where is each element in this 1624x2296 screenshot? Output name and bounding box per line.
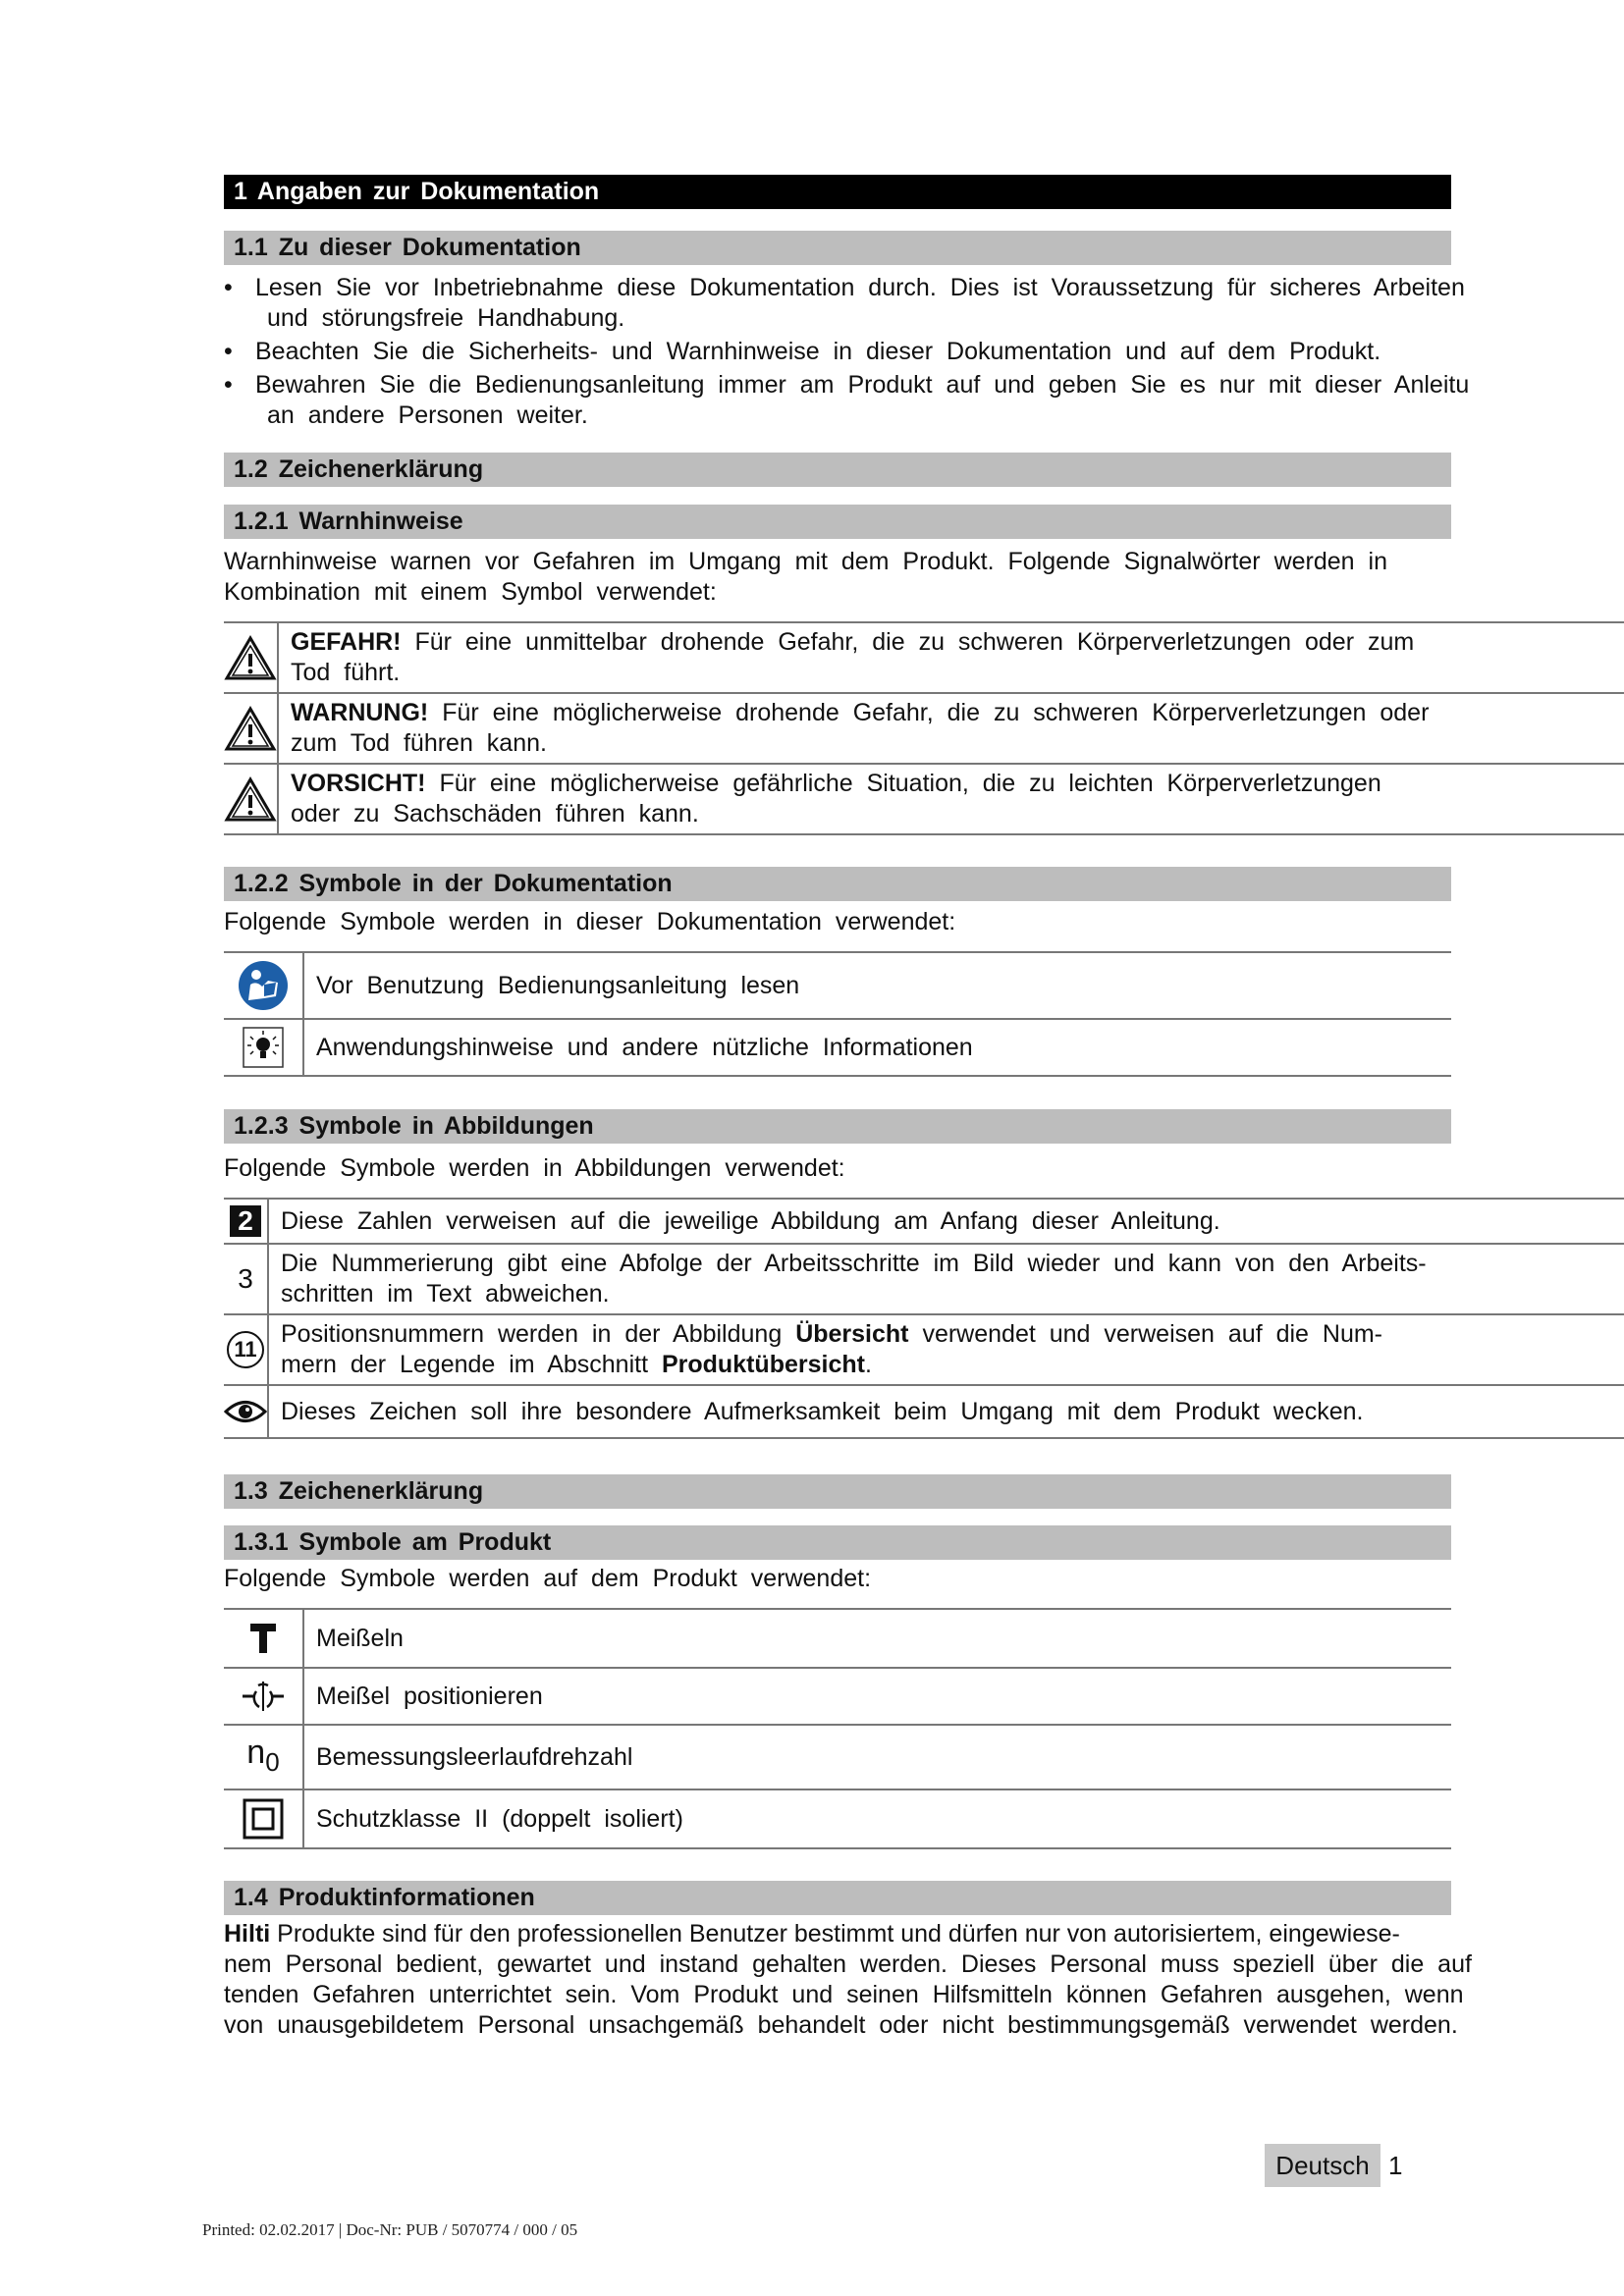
section-heading-1-3-1: 1.3.1 Symbole am Produkt — [224, 1525, 1451, 1560]
eye-icon — [224, 1385, 268, 1438]
warning-text — [278, 693, 1624, 764]
text-line: Warnhinweise warnen vor Gefahren im Umgang mit dem Produkt. Folgende Signalwörter werden in — [224, 548, 1387, 575]
table-row — [224, 1725, 1451, 1789]
section-heading-1: 1 Angaben zur Dokumentation — [224, 175, 1451, 209]
table-row — [224, 1244, 1624, 1314]
brand-name: Hilti — [224, 1920, 271, 1948]
bold-term: Produktübersicht — [661, 1351, 865, 1378]
symbol-description: Bemessungsleerlaufdrehzahl — [303, 1725, 1451, 1789]
product-symbols-table — [224, 1608, 1451, 1849]
text-line: zum Tod führen kann. — [291, 729, 547, 757]
figure-number-icon — [224, 1199, 268, 1244]
text-line: Die Nummerierung gibt eine Abfolge der Arbeitsschritte im Bild wieder und kann von den Arbeits- — [281, 1250, 1427, 1277]
position-number-icon — [224, 1314, 268, 1385]
symbol-description — [268, 1314, 1624, 1385]
text-line: Für eine möglicherweise gefährliche Situation, die zu leichten Körperverletzungen — [425, 770, 1381, 797]
text-run: mern der Legende im Abschnitt — [281, 1351, 662, 1378]
warning-text — [278, 764, 1624, 834]
symbol-description: Anwendungshinweise und andere nützliche Informationen — [303, 1019, 1451, 1076]
warning-triangle-icon — [224, 764, 278, 834]
product-symbols-intro: Folgende Symbole werden auf dem Produkt verwendet: — [224, 1565, 872, 1592]
list-item: • Bewahren Sie die Bedienungsanleitung immer am Produkt auf und geben Sie es nur mit dieser Anleitu an andere Personen weiter. — [224, 371, 1470, 429]
text-line: von unausgebildetem Personal unsachgemäß behandelt oder nicht bestimmungsgemäß verwendet werden. — [224, 2011, 1458, 2039]
text-run: Produkte sind für den professionellen Benutzer bestimmt und dürfen nur von autorisiertem, eingewiese- — [270, 1920, 1400, 1948]
text-run: . — [864, 1351, 872, 1378]
text-run: verwendet und verweisen auf die Num- — [908, 1320, 1383, 1348]
text-line: oder zu Sachschäden führen kann. — [291, 800, 699, 828]
section-heading-1-1: 1.1 Zu dieser Dokumentation — [224, 231, 1451, 265]
position-number-glyph: 11 — [227, 1331, 264, 1368]
warnings-intro — [224, 547, 1598, 608]
figure-symbols-table — [224, 1198, 1624, 1439]
section-heading-1-2-2: 1.2.2 Symbole in der Dokumentation — [224, 867, 1451, 901]
text-line: Für eine möglicherweise drohende Gefahr, die zu schweren Körperverletzungen oder — [428, 699, 1430, 726]
signal-word: WARNUNG! — [291, 699, 429, 726]
figure-number-glyph: 2 — [230, 1205, 261, 1237]
protection-class-ii-icon — [224, 1789, 303, 1848]
symbol-description: Vor Benutzung Bedienungsanleitung lesen — [303, 952, 1451, 1019]
bold-term: Übersicht — [795, 1320, 909, 1348]
warning-text — [278, 622, 1624, 693]
text-line: Kombination mit einem Symbol verwendet: — [224, 578, 717, 606]
text-line: Tod führt. — [291, 659, 401, 686]
symbol-description: Meißel positionieren — [303, 1668, 1451, 1725]
product-info-paragraph — [224, 1919, 1598, 2041]
section-heading-1-2-1: 1.2.1 Warnhinweise — [224, 505, 1451, 539]
table-row — [224, 693, 1624, 764]
symbol-description: Diese Zahlen verweisen auf die jeweilige Abbildung am Anfang dieser Anleitung. — [268, 1199, 1624, 1244]
table-row — [224, 622, 1624, 693]
symbol-description: Dieses Zeichen soll ihre besondere Aufmerksamkeit beim Umgang mit dem Produkt wecken. — [268, 1385, 1624, 1438]
table-row — [224, 1668, 1451, 1725]
symbol-description: Schutzklasse II (doppelt isoliert) — [303, 1789, 1451, 1848]
table-row — [224, 1199, 1624, 1244]
table-row — [224, 1019, 1451, 1076]
no-load-speed-glyph: $n_0$ — [246, 1733, 280, 1777]
print-info: Printed: 02.02.2017 | Doc-Nr: PUB / 5070774 / 000 / 05 — [202, 2220, 578, 2239]
text-line: Für eine unmittelbar drohende Gefahr, die zu schweren Körperverletzungen oder zum — [401, 628, 1415, 656]
table-row — [224, 1314, 1624, 1385]
info-lamp-icon — [224, 1019, 303, 1076]
list-item: • Beachten Sie die Sicherheits- und Warnhinweise in dieser Dokumentation und auf dem Produkt. — [224, 338, 1381, 365]
list-item: • Lesen Sie vor Inbetriebnahme diese Dokumentation durch. Dies ist Voraussetzung für sicheres Arbeiten und störungsfreie Handhabung. — [224, 274, 1465, 332]
table-row — [224, 1789, 1451, 1848]
section-heading-1-4: 1.4 Produktinformationen — [224, 1881, 1451, 1915]
page-number: 1 — [1388, 2151, 1403, 2180]
signal-word: GEFAHR! — [291, 628, 402, 656]
signal-word: VORSICHT! — [291, 770, 426, 797]
language-label: Deutsch — [1265, 2144, 1380, 2187]
text-line: nem Personal bedient, gewartet und instand gehalten werden. Dieses Personal muss speziell über die auf — [224, 1950, 1472, 1978]
section-heading-1-2-3: 1.2.3 Symbole in Abbildungen — [224, 1109, 1451, 1144]
table-row — [224, 764, 1624, 834]
section-heading-1-2: 1.2 Zeichenerklärung — [224, 453, 1451, 487]
step-number-glyph: 3 — [238, 1262, 253, 1294]
warnings-table — [224, 621, 1624, 835]
chisel-icon — [224, 1609, 303, 1668]
step-number-icon — [224, 1244, 268, 1314]
symbol-description — [268, 1244, 1624, 1314]
text-run: Positionsnummern werden in der Abbildung — [281, 1320, 796, 1348]
no-load-speed-subscript: 0 — [265, 1746, 280, 1777]
table-row — [224, 952, 1451, 1019]
warning-triangle-icon — [224, 622, 278, 693]
figure-symbols-intro: Folgende Symbole werden in Abbildungen verwendet: — [224, 1154, 845, 1182]
section-heading-1-3: 1.3 Zeichenerklärung — [224, 1474, 1451, 1509]
read-manual-icon — [224, 952, 303, 1019]
chisel-position-icon — [224, 1668, 303, 1725]
document-page — [224, 175, 1598, 2041]
table-row — [224, 1385, 1624, 1438]
doc-symbols-intro: Folgende Symbole werden in dieser Dokumentation verwendet: — [224, 908, 956, 935]
symbol-description: Meißeln — [303, 1609, 1451, 1668]
doc-symbols-table — [224, 951, 1451, 1077]
text-line: schritten im Text abweichen. — [281, 1280, 610, 1308]
table-row — [224, 1609, 1451, 1668]
no-load-speed-icon — [224, 1725, 303, 1789]
text-line: tenden Gefahren unterrichtet sein. Vom Produkt und seinen Hilfsmitteln können Gefahren ausgehen, wenn — [224, 1981, 1464, 2008]
warning-triangle-icon — [224, 693, 278, 764]
documentation-bullet-list — [224, 273, 1598, 431]
